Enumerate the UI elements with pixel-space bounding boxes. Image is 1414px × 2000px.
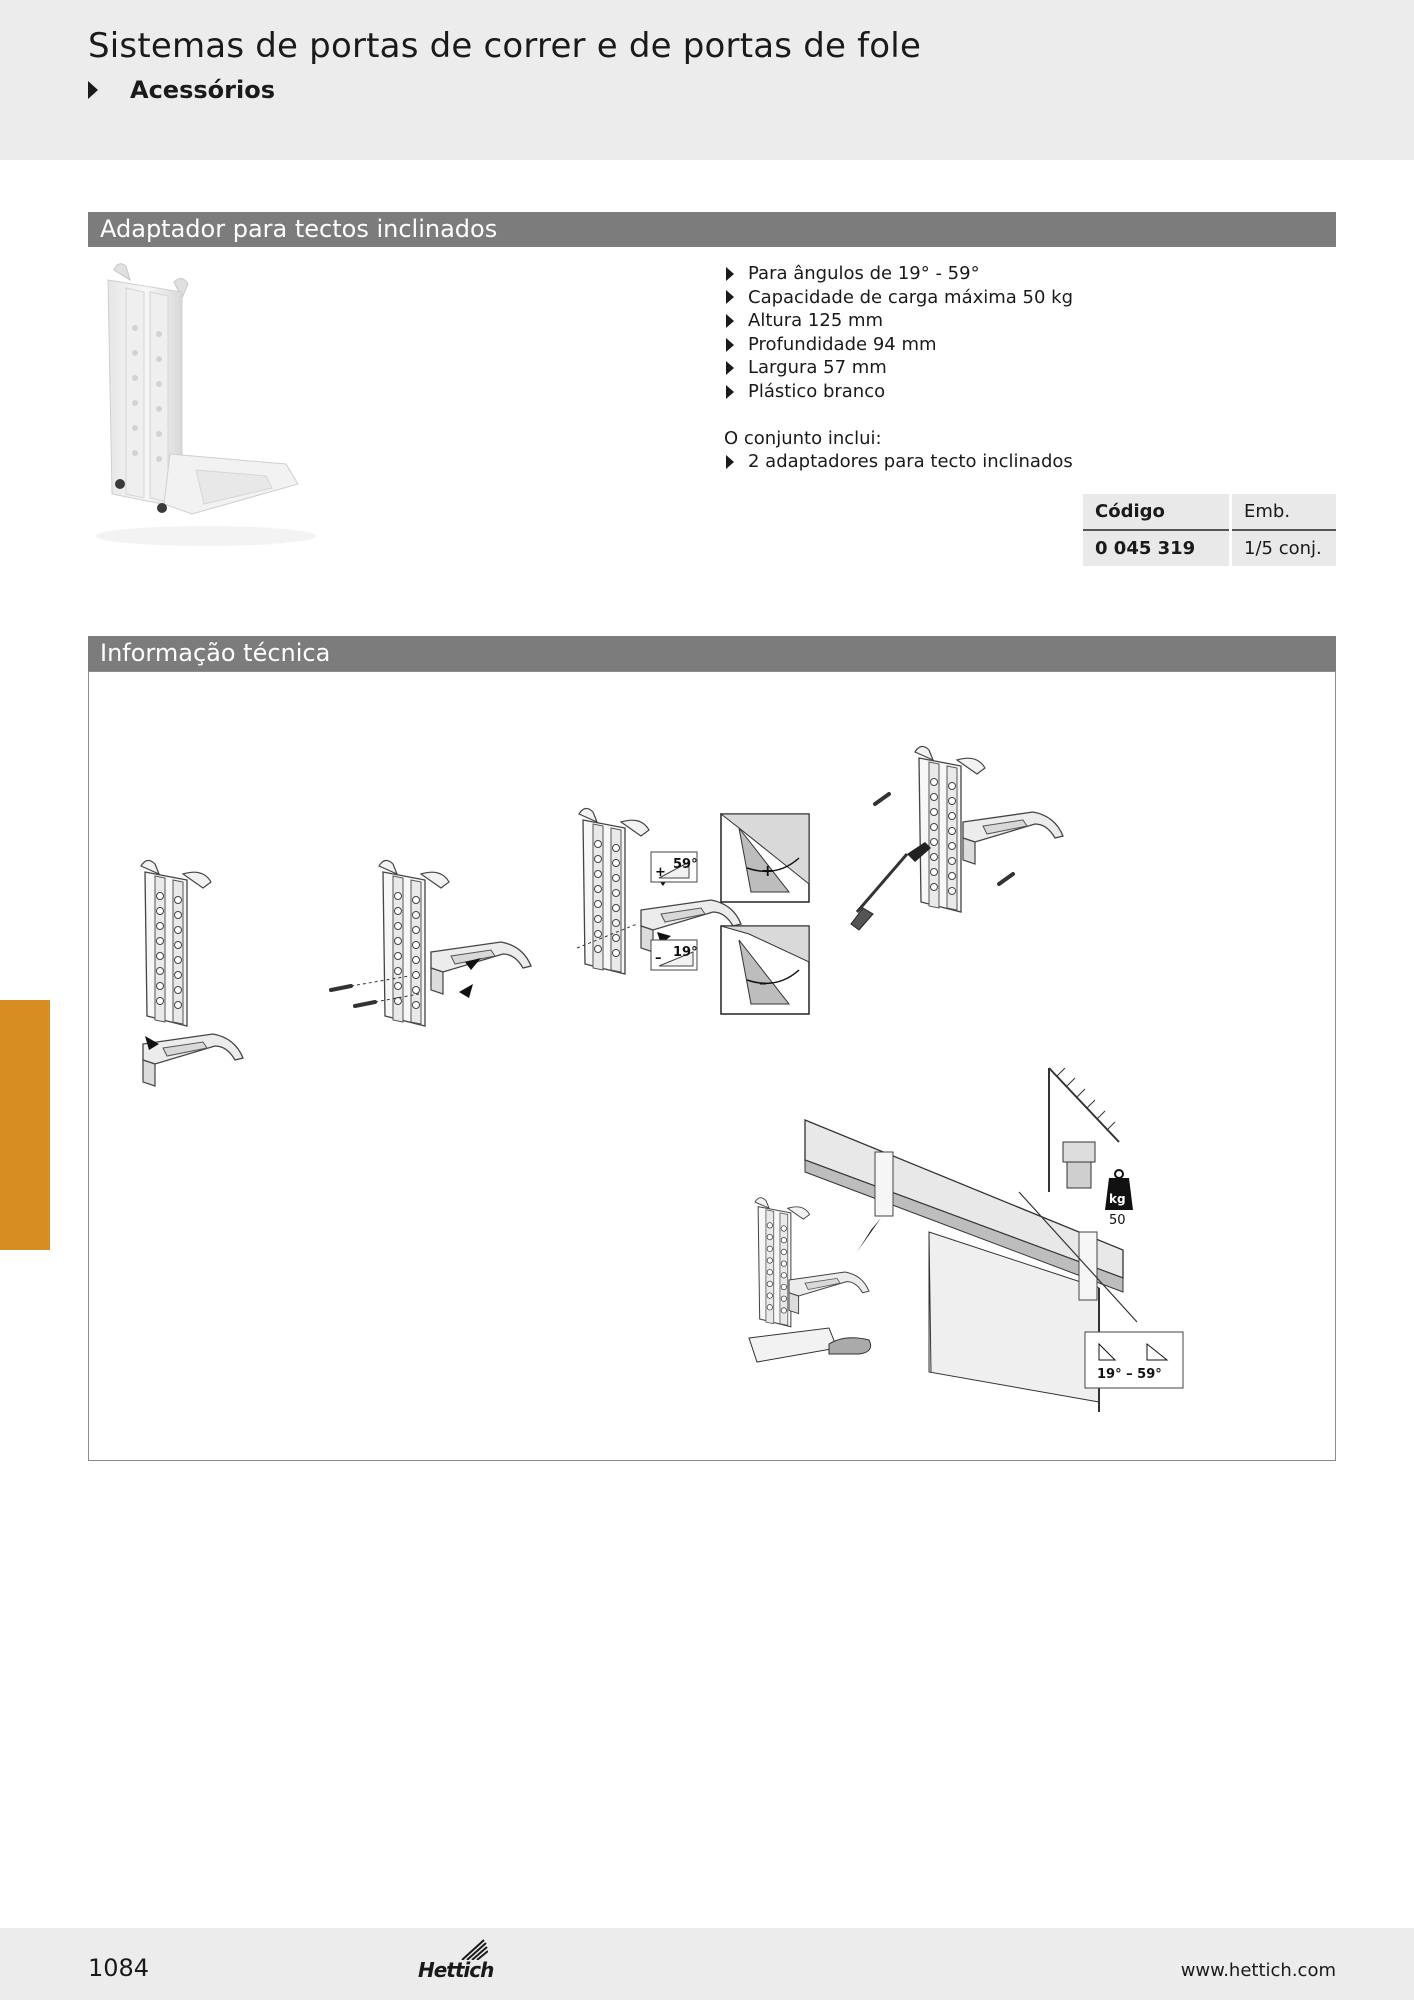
chapter-side-tab xyxy=(0,1000,50,1250)
website-link[interactable]: www.hettich.com xyxy=(1180,1960,1336,1981)
feature-item: Profundidade 94 mm xyxy=(724,333,1073,357)
brand-mark-icon xyxy=(458,1938,488,1960)
angle-min-label: 19° xyxy=(673,945,698,960)
minus-small: – xyxy=(655,951,662,966)
includes-item: 2 adaptadores para tecto inclinados xyxy=(724,450,1073,474)
feature-item: Plástico branco xyxy=(724,380,1073,404)
angle-max-label: 59° xyxy=(673,857,698,872)
step2-illustration xyxy=(331,860,531,1026)
breadcrumb-label: Acessórios xyxy=(130,76,275,104)
order-table xyxy=(1083,494,1336,566)
feature-item: Altura 125 mm xyxy=(724,309,1073,333)
installation-illustration xyxy=(749,1068,1183,1412)
bullet-caret-icon xyxy=(726,314,734,328)
weight-unit: kg xyxy=(1109,1192,1126,1206)
bullet-caret-icon xyxy=(726,361,734,375)
bullet-caret-icon xyxy=(726,338,734,352)
load-value: 50 xyxy=(1109,1213,1126,1228)
feature-item: Para ângulos de 19° - 59° xyxy=(724,262,1073,286)
plus-sign: + xyxy=(761,861,775,880)
ceiling-detail xyxy=(1049,1068,1119,1192)
step3-illustration xyxy=(577,808,809,1014)
feature-item: Largura 57 mm xyxy=(724,356,1073,380)
table-header-code: Código xyxy=(1083,494,1231,530)
table-header-pack: Emb. xyxy=(1231,494,1337,530)
breadcrumb[interactable] xyxy=(88,76,275,104)
page-title: Sistemas de portas de correr e de portas de fole xyxy=(88,26,922,66)
weight-icon xyxy=(1105,1170,1133,1210)
article-code[interactable]: 0 045 319 xyxy=(1083,530,1231,566)
product-section-title: Adaptador para tectos inclinados xyxy=(88,212,1336,247)
brand-name: Hettich xyxy=(418,1958,494,1982)
technical-section-title: Informação técnica xyxy=(88,636,1336,671)
includes-label: O conjunto inclui: xyxy=(724,427,882,449)
page-number: 1084 xyxy=(88,1954,150,1982)
plus-small: + xyxy=(655,865,666,880)
pack-size: 1/5 conj. xyxy=(1231,530,1337,566)
bullet-caret-icon xyxy=(726,455,734,469)
minus-sign: – xyxy=(759,973,767,992)
technical-drawing-box xyxy=(88,671,1336,1461)
feature-item: Capacidade de carga máxima 50 kg xyxy=(724,286,1073,310)
step4-illustration xyxy=(851,746,1063,930)
bullet-caret-icon xyxy=(726,385,734,399)
product-photo xyxy=(86,258,356,568)
step1-illustration xyxy=(141,860,243,1086)
bullet-caret-icon xyxy=(726,290,734,304)
features-list xyxy=(724,262,1073,474)
table-header-row xyxy=(1083,494,1336,530)
technical-drawings xyxy=(89,672,1335,1460)
caret-right-icon xyxy=(88,81,98,99)
angle-range-label: 19° – 59° xyxy=(1097,1367,1162,1382)
table-row xyxy=(1083,530,1336,566)
bullet-caret-icon xyxy=(726,267,734,281)
brand-logo xyxy=(418,1938,508,1984)
